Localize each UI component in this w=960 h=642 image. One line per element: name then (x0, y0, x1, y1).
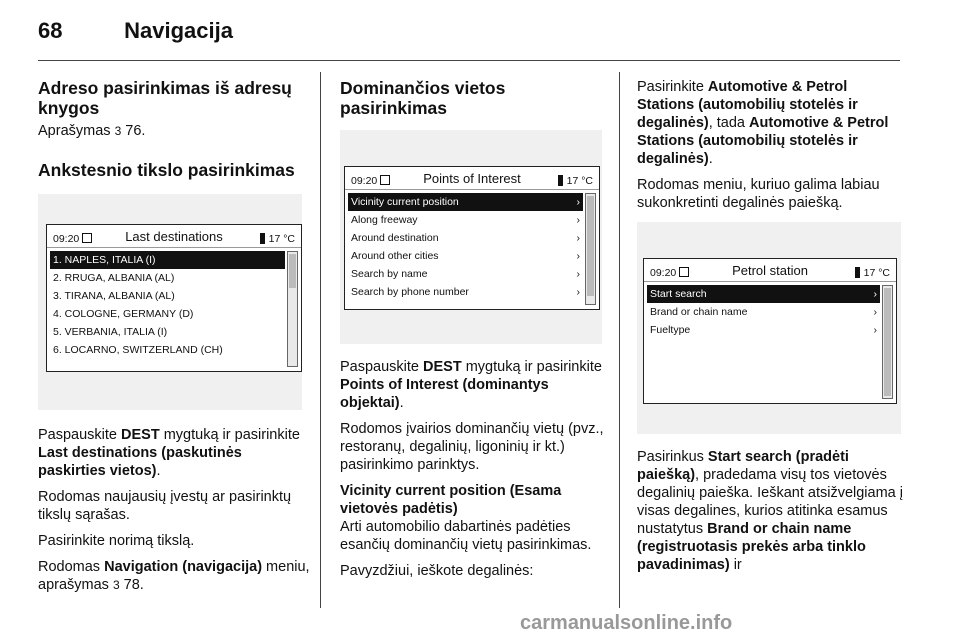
list-item[interactable]: 1. NAPLES, ITALIA (I) (50, 251, 285, 269)
clock-time: 09:20 (650, 267, 677, 279)
paragraph-navigation-menu: Rodomas Navigation (navigacija) meniu, aprašymas 3 78. (38, 559, 310, 593)
heading-poi-selection: Dominančios vietos pasirinkimas (340, 78, 506, 118)
list-item[interactable]: Around destination › (348, 229, 583, 247)
description-ref (38, 122, 310, 140)
temperature-value: 17 °C (566, 175, 593, 187)
screen-title: Last destinations (125, 229, 223, 244)
screenshot-petrol-station (637, 222, 901, 434)
list-item[interactable]: 6. LOCARNO, SWITZERLAND (CH) (53, 344, 223, 356)
scrollbar[interactable] (585, 193, 596, 305)
paragraph-dest-poi: Paspauskite DEST mygtuką ir pasirinkite Points of Interest (dominantys objektai). (340, 359, 602, 411)
heading-previous-destination: Ankstesnio tikslo pasirinkimas (38, 160, 295, 180)
list-item[interactable]: Start search › (647, 285, 880, 303)
description-page: 76. (125, 123, 146, 139)
temperature (260, 230, 295, 248)
list-item[interactable]: Around other cities › (348, 247, 583, 265)
header-divider (38, 60, 900, 61)
clock-time: 09:20 (53, 233, 80, 245)
list-item[interactable]: Fueltype › (647, 321, 880, 339)
paragraph-recent-list: Rodomas naujausių įvestų ar pasirinktų tikslų sąrašas. (38, 489, 292, 523)
page-ref-icon: 3 (114, 124, 122, 138)
temperature-value: 17 °C (268, 233, 295, 245)
list-item[interactable]: Brand or chain name › (647, 303, 880, 321)
page-number: 68 (38, 18, 63, 43)
chevron-right-icon: › (873, 324, 877, 336)
screen-status-bar (345, 167, 599, 190)
column-1 (38, 78, 310, 602)
thermometer-icon (260, 233, 265, 244)
paragraph-start-search: Pasirinkus Start search (pradėti paiešką), pradedama visų tos vietovės degalinių paieška. Ieškant atsižvelgiama į visas degalines, kurios atitinka esamus nustatytus Brand or chain name (registruotasis prekės arba tinklo pavadinimas) ir (637, 449, 903, 573)
screen-status-bar (47, 225, 301, 248)
column-3 (637, 78, 905, 582)
petrol-options-list (647, 285, 880, 339)
scrollbar-thumb[interactable] (289, 254, 296, 288)
list-item[interactable]: 4. COLOGNE, GERMANY (D) (53, 308, 194, 320)
paragraph-vicinity: Vicinity current position (Esama vietovės padėtis) Arti automobilio dabartinės padėties esančių dominančių vietų pasirinkimas. (340, 483, 592, 553)
page-header (38, 18, 233, 44)
clock-time: 09:20 (351, 175, 378, 187)
scrollbar[interactable] (287, 251, 298, 367)
temperature-value: 17 °C (863, 267, 890, 279)
thermometer-icon (558, 175, 563, 186)
column-divider-1 (320, 72, 321, 608)
thermometer-icon (855, 267, 860, 278)
scrollbar-thumb[interactable] (884, 288, 891, 396)
description-label: Aprašymas (38, 123, 111, 139)
list-item[interactable]: 2. RRUGA, ALBANIA (AL) (53, 272, 175, 284)
destination-list (50, 251, 285, 359)
paragraph-poi-options: Rodomos įvairios dominančių vietų (pvz., restoranų, degalinių, ligoninių ir kt.) pasirinkimo parinktys. (340, 421, 604, 473)
list-item[interactable]: Search by name › (348, 265, 583, 283)
temperature (855, 264, 890, 282)
page-ref-icon: 3 (112, 578, 120, 592)
list-item[interactable]: 3. TIRANA, ALBANIA (AL) (53, 290, 175, 302)
chevron-right-icon: › (576, 214, 580, 226)
scrollbar[interactable] (882, 285, 893, 399)
chevron-right-icon: › (576, 250, 580, 262)
temperature (558, 172, 593, 190)
screen-display (344, 166, 600, 310)
screen-display (46, 224, 302, 372)
paragraph-refine-menu: Rodomas meniu, kuriuo galima labiau sukonkretinti degalinės paiešką. (637, 177, 880, 211)
screenshot-last-destinations (38, 194, 302, 410)
screen-title: Points of Interest (423, 171, 521, 186)
screen-title: Petrol station (732, 263, 808, 278)
chevron-right-icon: › (576, 286, 580, 298)
column-2 (340, 78, 608, 588)
list-item[interactable]: Vicinity current position › (348, 193, 583, 211)
paragraph-example: Pavyzdžiui, ieškote degalinės: (340, 563, 534, 579)
watermark: carmanualsonline.info (520, 612, 733, 634)
chevron-right-icon: › (873, 288, 877, 300)
screenshot-points-of-interest (340, 130, 602, 344)
paragraph-select-destination: Pasirinkite norimą tikslą. (38, 533, 195, 549)
scrollbar-thumb[interactable] (587, 196, 594, 296)
list-item[interactable]: Along freeway › (348, 211, 583, 229)
paragraph-automotive: Pasirinkite Automotive & Petrol Stations (automobilių stotelės ir degalinės), tada Automotive & Petrol Stations (automobilių stotelės ir degalinės). (637, 79, 889, 167)
list-item[interactable]: Search by phone number › (348, 283, 583, 301)
paragraph-dest-last: Paspauskite DEST mygtuką ir pasirinkite Last destinations (paskutinės paskirties vietos). (38, 427, 300, 479)
chevron-right-icon: › (576, 232, 580, 244)
screen-display (643, 258, 897, 404)
screen-status-bar (644, 259, 896, 282)
section-title: Navigacija (124, 18, 233, 43)
poi-list (348, 193, 583, 301)
column-divider-2 (619, 72, 620, 608)
chevron-right-icon: › (873, 306, 877, 318)
list-item[interactable]: 5. VERBANIA, ITALIA (I) (53, 326, 168, 338)
heading-address-book: Adreso pasirinkimas iš adresų knygos (38, 78, 292, 118)
chevron-right-icon: › (576, 196, 580, 208)
chevron-right-icon: › (576, 268, 580, 280)
